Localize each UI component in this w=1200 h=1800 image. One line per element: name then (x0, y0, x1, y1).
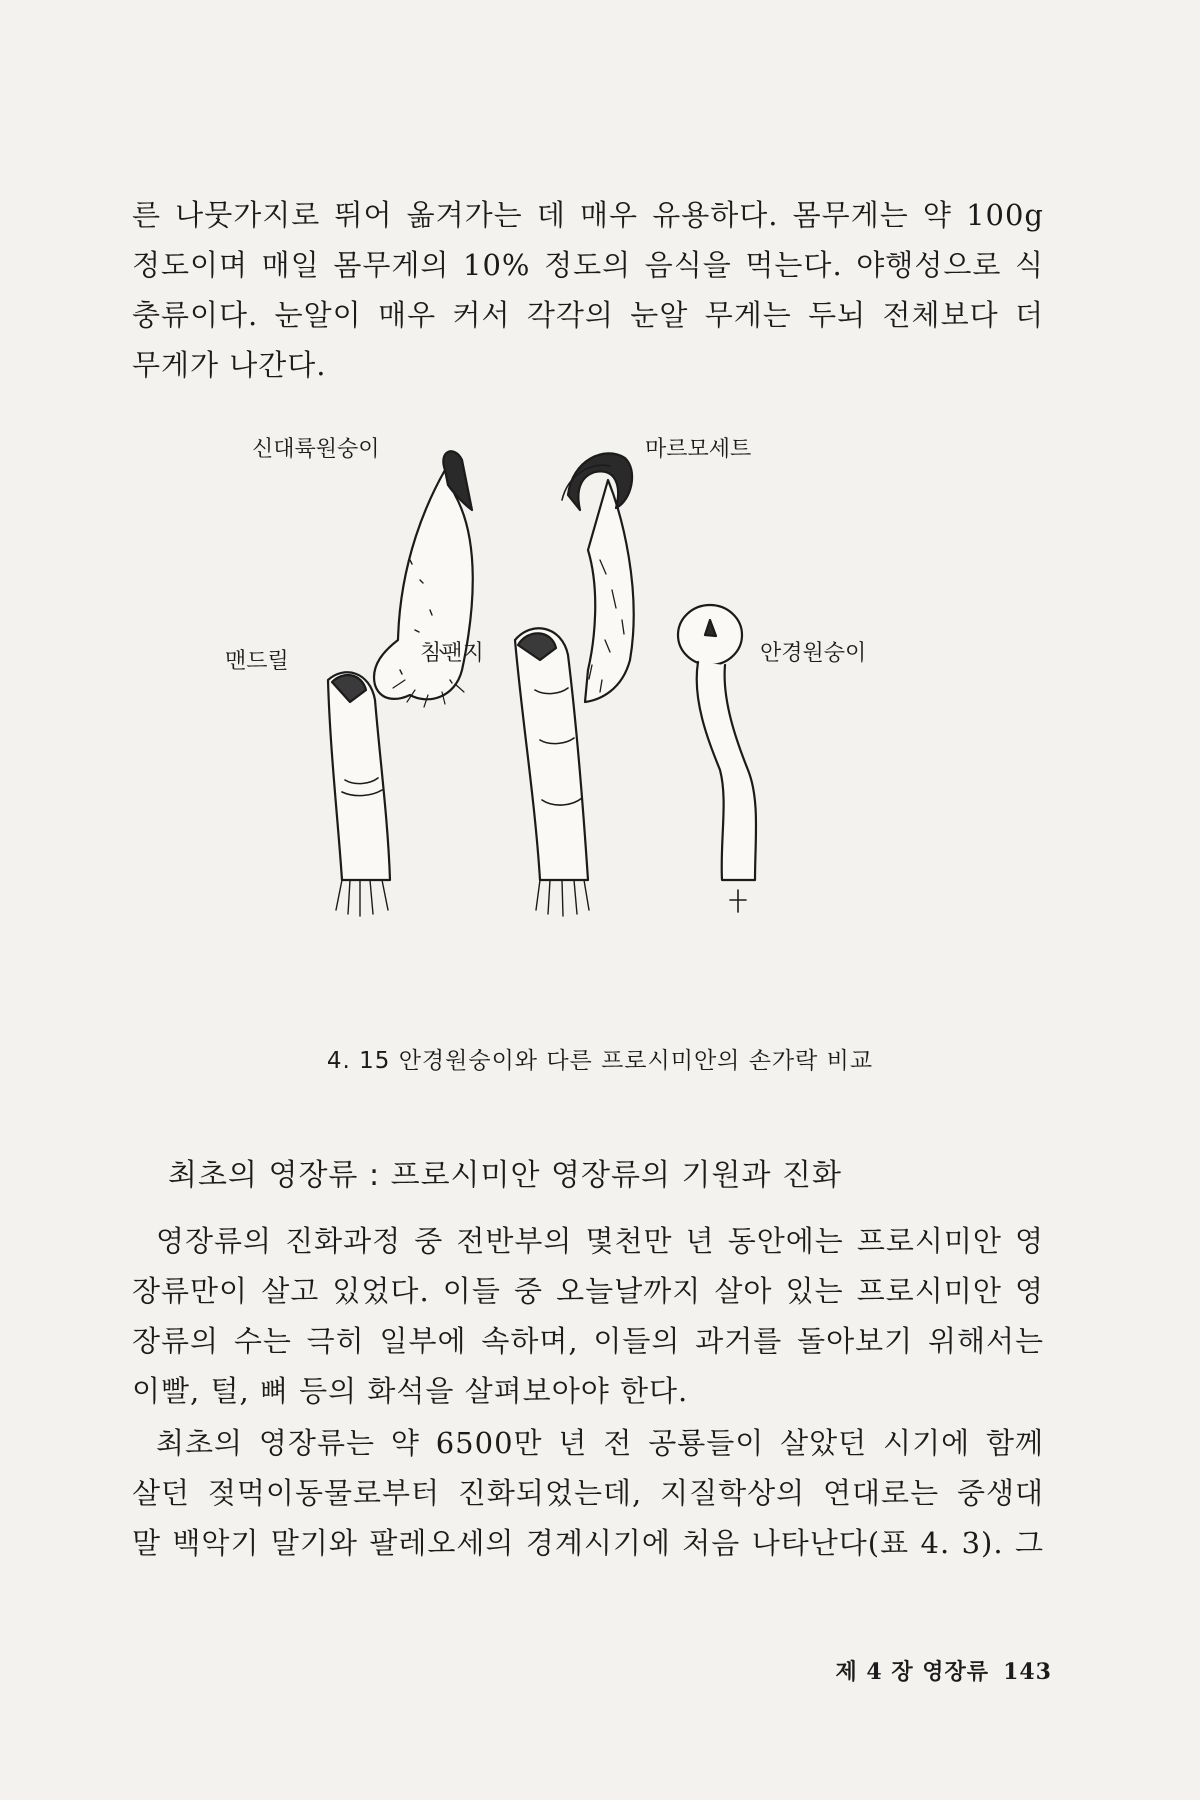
body-paragraph-2 (132, 1418, 1044, 1568)
text-line: 말 백악기 말기와 팔레오세의 경계시기에 처음 나타난다(표 4. 3). 그 (132, 1526, 1044, 1560)
text-line: 충류이다. 눈알이 매우 커서 각각의 눈알 무게는 두뇌 전체보다 더 (132, 298, 1044, 332)
chapter-title: 제 4 장 영장류 (835, 1659, 990, 1685)
text-line: 무게가 나간다. (132, 348, 327, 382)
text-line: 른 나뭇가지로 뛰어 옮겨가는 데 매우 유용하다. 몸무게는 약 100g (132, 198, 1044, 232)
figure-caption: 4. 15 안경원숭이와 다른 프로시미안의 손가락 비교 (326, 1048, 874, 1074)
label-tarsier: 안경원숭이 (760, 641, 867, 666)
text-line: 장류만이 살고 있었다. 이들 중 오늘날까지 살아 있는 프로시미안 영 (132, 1274, 1044, 1308)
text-line: 장류의 수는 극히 일부에 속하며, 이들의 과거를 돌아보기 위해서는 (132, 1324, 1044, 1358)
label-new-world-monkey: 신대륙원숭이 (252, 437, 380, 462)
tarsier-finger-drawing (678, 605, 756, 912)
page-number: 143 (1003, 1659, 1052, 1685)
marmoset-finger-drawing (562, 453, 634, 702)
new-world-monkey-finger-drawing (374, 451, 473, 707)
mandrill-finger-drawing (328, 672, 390, 916)
text-line: 이빨, 털, 뼈 등의 화석을 살펴보아야 한다. (132, 1374, 689, 1408)
text-line: 살던 젖먹이동물로부터 진화되었는데, 지질학상의 연대로는 중생대 (132, 1476, 1044, 1510)
text-line: 영장류의 진화과정 중 전반부의 몇천만 년 동안에는 프로시미안 영 (156, 1224, 1044, 1258)
finger-comparison-figure (225, 437, 1000, 1020)
text-line: 정도이며 매일 몸무게의 10% 정도의 음식을 먹는다. 야행성으로 식 (132, 248, 1044, 282)
label-chimpanzee: 침팬지 (420, 641, 484, 666)
label-mandrill: 맨드릴 (225, 649, 289, 674)
top-paragraph (132, 190, 1044, 390)
finger-illustrations (250, 440, 1000, 1020)
label-marmoset: 마르모세트 (645, 437, 752, 462)
text-line: 최초의 영장류는 약 6500만 년 전 공룡들이 살았던 시기에 함께 (156, 1426, 1044, 1460)
body-paragraph-1 (132, 1216, 1044, 1416)
chimpanzee-finger-drawing (515, 628, 589, 916)
section-heading: 최초의 영장류 : 프로시미안 영장류의 기원과 진화 (168, 1158, 842, 1193)
page-footer (836, 1655, 1052, 1686)
